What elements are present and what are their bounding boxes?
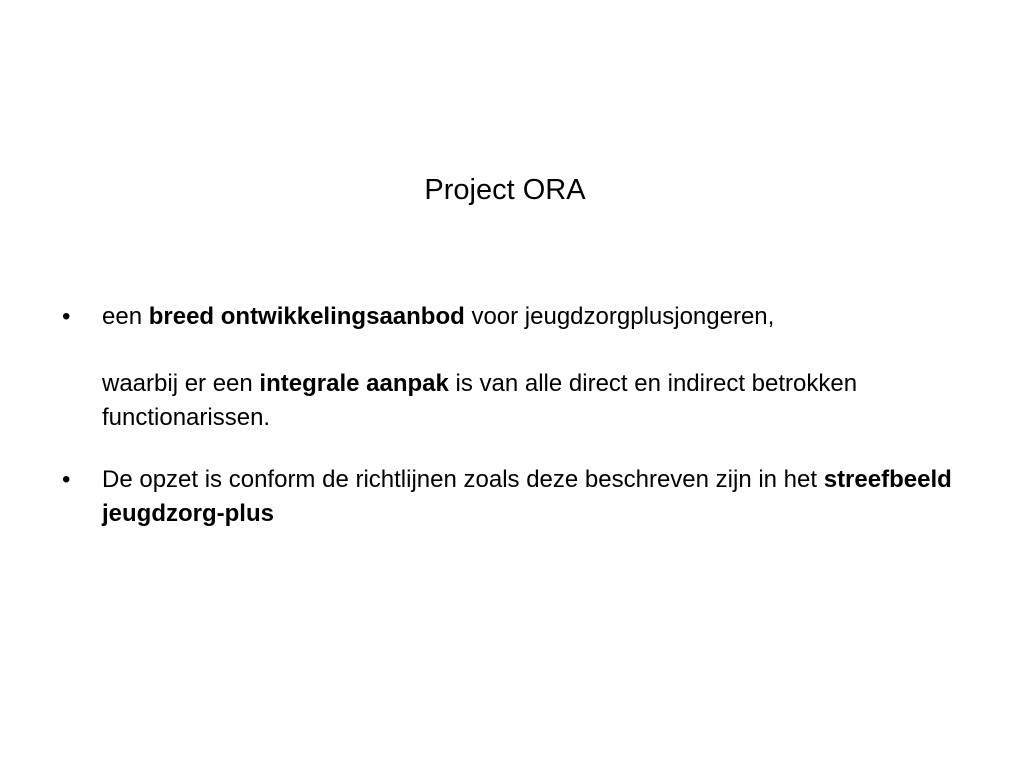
slide-title: Project ORA: [424, 174, 586, 206]
bold-text: integrale aanpak: [259, 370, 449, 397]
bullet-item-guidelines: [58, 463, 978, 531]
bullet-paragraph: [102, 300, 978, 334]
bullet-dot-icon: •: [62, 303, 71, 330]
text-run: waarbij er een: [102, 370, 260, 397]
bullet-list: [58, 300, 978, 531]
bold-text: streefbeeld jeugdzorg-plus: [102, 466, 952, 527]
text-run: De opzet is conform de richtlijnen zoals deze beschreven zijn in het: [102, 466, 824, 493]
text-run: voor jeugdzorgplusjongeren,: [464, 303, 775, 330]
bullet-dot-icon: •: [62, 466, 71, 493]
bullet-item-development-offer: [58, 300, 978, 435]
text-run: een: [102, 303, 149, 330]
bullet-paragraph: [102, 367, 978, 435]
bullet-paragraph: [102, 463, 978, 531]
bold-text: breed ontwikkelingsaanbod: [148, 303, 465, 330]
text-run: is van alle direct en indirect betrokken functionarissen.: [102, 370, 858, 431]
